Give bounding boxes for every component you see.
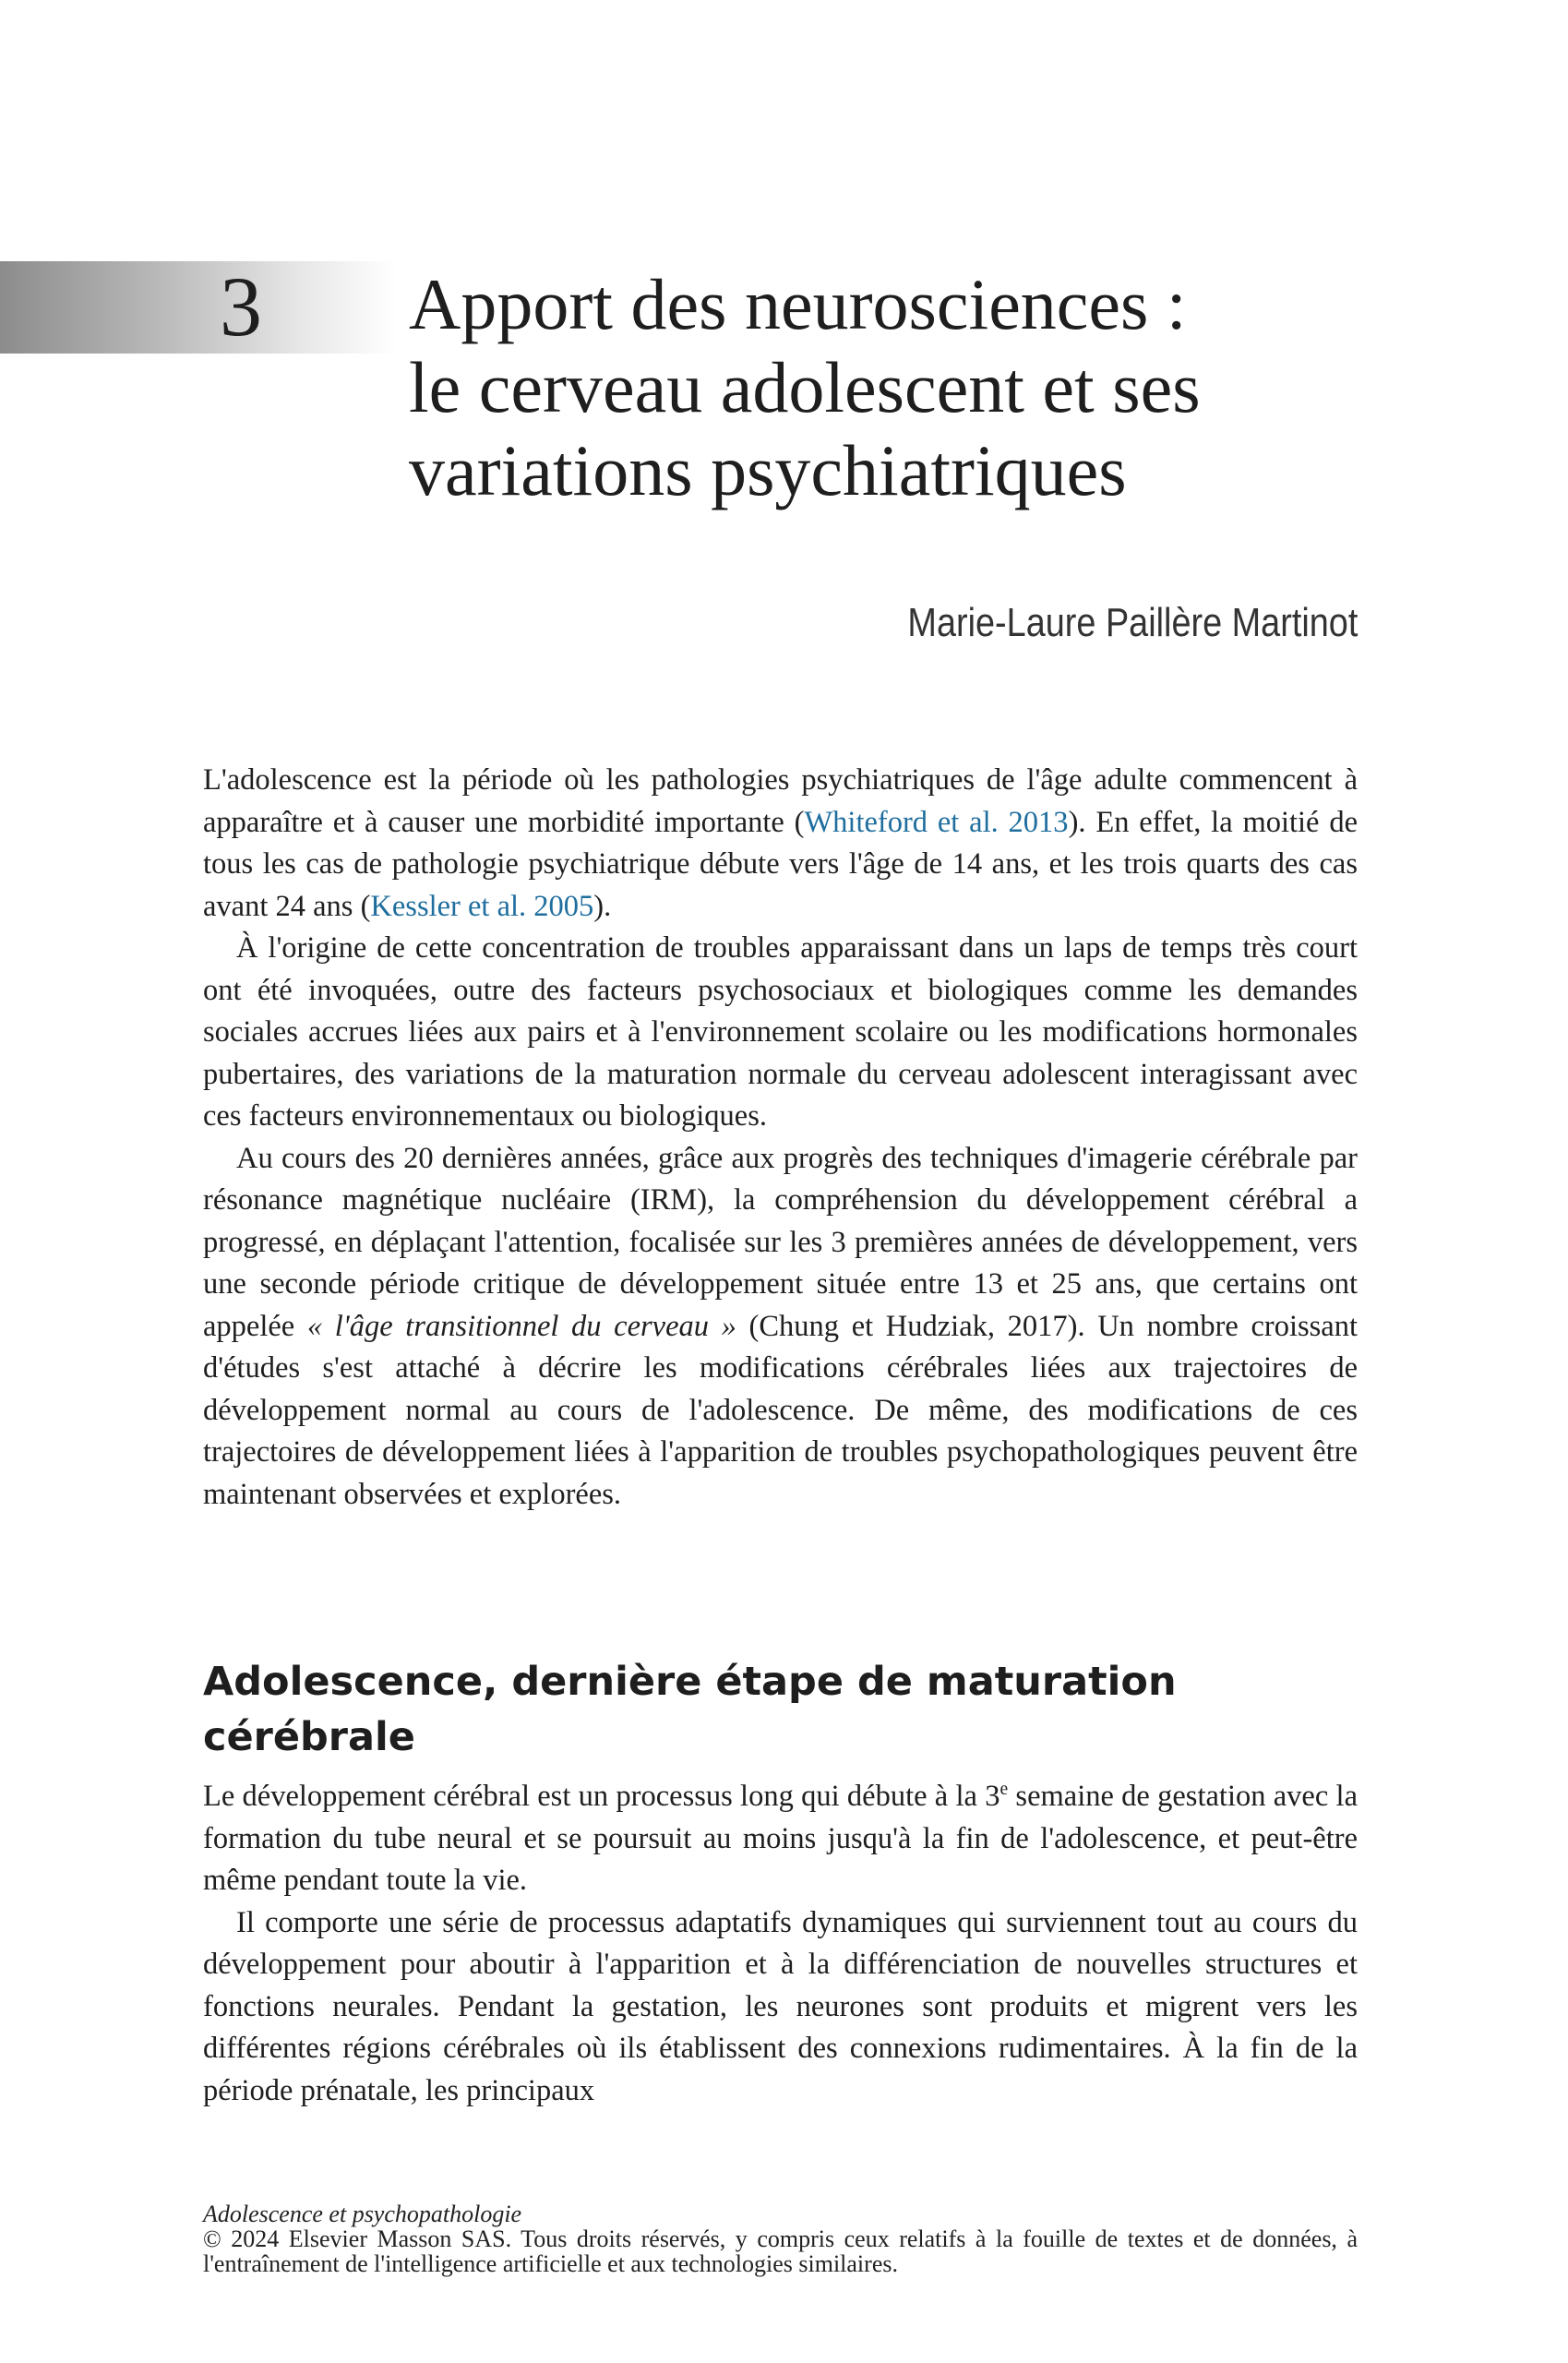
text-run: ). [593,889,612,923]
page-footer [203,2201,1358,2276]
text-run: Au cours des 20 dernières années, grâce aux progrès des techniques d'imagerie cérébrale par résonance magnétique nucléaire (IRM), la compréhension du développement cérébral a progressé, en déplaçant l'attention, focalisée sur les 3 premières années de développement, vers une seconde période critique de développement située entre 13 et 25 ans, que certains ont appelée [203,1141,1358,1343]
paragraph: À l'origine de cette concentration de troubles apparaissant dans un laps de temps très court ont été invoquées, outre des facteurs psychosociaux et biologiques comme les demandes sociales accrues liées aux pairs et à l'environnement scolaire ou les modifications hormonales pubertaires, des variations de la maturation normale du cerveau adolescent interagissant avec ces facteurs environnementaux ou biologiques. [203,931,1358,1133]
text-run: L'adolescence est la période où les pathologies psychiatriques de l'âge adulte commencent à apparaître et à causer une morbidité importante ( [203,763,1358,839]
author-name: Marie-Laure Paillère Martinot [907,600,1358,645]
chapter-title [409,263,1470,512]
paragraph [203,760,1358,928]
text-run: semaine de gestation avec la formation du tube neural et se poursuit au moins jusqu'à la fin de l'adolescence, et peut-être même pendant toute la vie. [203,1780,1358,1897]
chapter-title-line: le cerveau adolescent et ses [409,347,1201,427]
chapter-header-bar [0,261,397,354]
copyright-notice: © 2024 Elsevier Masson SAS. Tous droits réservés, y compris ceux relatifs à la fouille de textes et de données, à l'entraînement de l'intelligence artificielle et aux technologies similaires. [203,2225,1358,2277]
paragraph: Il comporte une série de processus adaptatifs dynamiques qui surviennent tout au cours du développement pour aboutir à l'apparition et à la différenciation de nouvelles structures et fonctions neurales. Pendant la gestation, les neurones sont produits et migrent vers les différentes régions cérébrales où ils établissent des connexions rudimentaires. À la fin de la période prénatale, les principaux [203,1905,1358,2107]
paragraph [203,1776,1358,1902]
text-run: Le développement cérébral est un processus long qui débute à la 3 [203,1780,1000,1813]
intro-text [203,760,1358,1516]
chapter-title-line: variations psychiatriques [409,430,1127,510]
text-run: ). En effet, la moitié de tous les cas de pathologie psychiatrique débute vers l'âge de 14 ans, et les trois quarts des cas avant 24 ans ( [203,805,1358,923]
section-text [203,1776,1358,2112]
book-title: Adolescence et psychopathologie [203,2201,522,2227]
superscript: e [999,1780,1009,1800]
chapter-number: 3 [220,259,262,354]
paragraph [203,1138,1358,1517]
citation-link[interactable]: Whiteford et al. 2013 [804,805,1069,839]
citation-link[interactable]: Kessler et al. 2005 [370,889,594,923]
section-heading: Adolescence, dernière étape de maturation cérébrale [203,1659,1177,1760]
chapter-title-line: Apport des neurosciences : [409,264,1187,344]
text-run: (Chung et Hudziak, 2017). Un nombre croissant d'études s'est attaché à décrire les modifications cérébrales liées aux trajectoires de développement normal au cours de l'adolescence. De même, des modifications de ces trajectoires de développement liées à l'apparition de troubles psychopathologiques peuvent être maintenant observées et explorées. [203,1309,1359,1511]
italic-quote: « l'âge transitionnel du cerveau » [306,1309,736,1343]
